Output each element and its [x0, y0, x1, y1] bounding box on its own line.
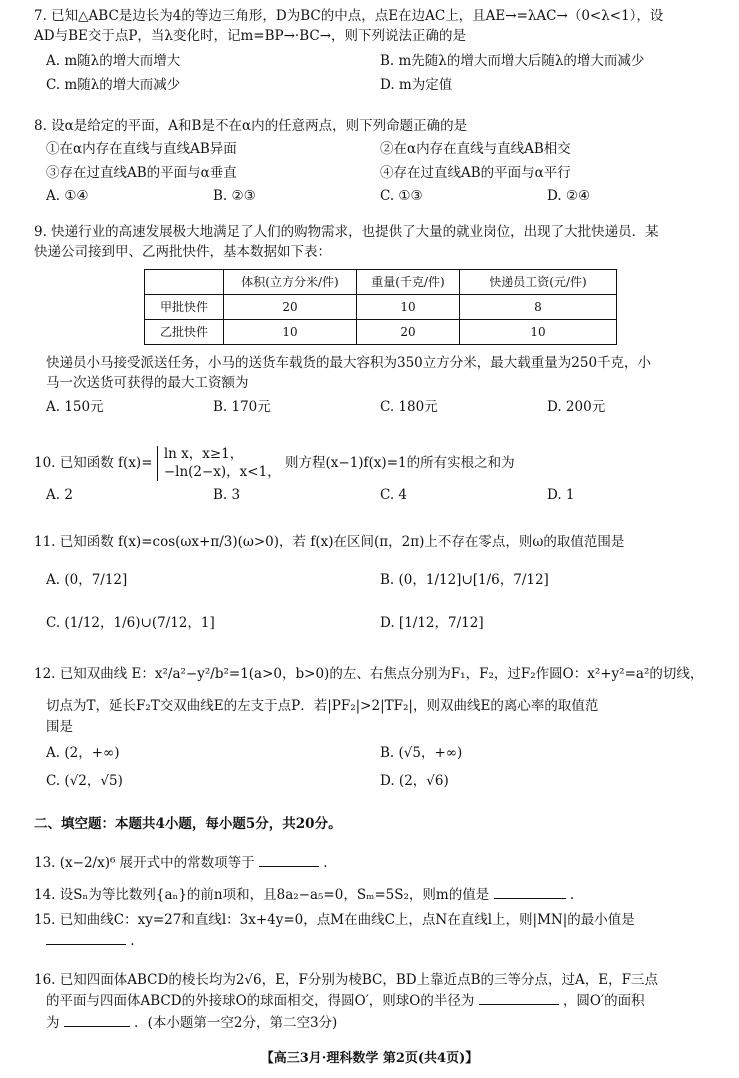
q16-line2 [34, 990, 714, 1011]
q13-text: 13. (x−2/x)⁶ 展开式中的常数项等于 [34, 855, 255, 871]
q11-option-c: C. (1/12，1/6)∪(7/12，1] [46, 614, 215, 631]
q15-line2 [34, 930, 714, 951]
q16-line3b: ．(本小题第一空2分，第二空3分) [134, 1014, 338, 1031]
q10-case1: ln x，x≥1， [163, 446, 244, 462]
q11-options-row2 [34, 613, 714, 633]
q7-options-row1 [34, 51, 714, 71]
question-14 [34, 884, 714, 905]
q11-option-d: D. [1/12，7/12] [380, 614, 484, 631]
q10-line [34, 446, 714, 481]
q10-options [34, 485, 714, 505]
question-10 [34, 446, 714, 505]
table-cell: 10 [224, 319, 357, 344]
q12-option-d: D. (2，√6) [380, 773, 449, 789]
page-footer: 【高三3月·理科数学 第2页(共4页)】 [260, 1051, 479, 1066]
q13-answer-blank [259, 852, 319, 867]
q16-line2b: ，圆O′的面积 [562, 993, 645, 1010]
question-9 [34, 222, 714, 417]
q13-end: . [323, 855, 328, 871]
q10-prefix: 10. 已知函数 f(x)= [34, 455, 153, 472]
table-cell: 10 [357, 294, 460, 319]
table-header-cell: 重量(千克/件) [357, 269, 460, 294]
q15-answer-blank [46, 930, 126, 945]
q8-prop-2: ②在α内存在直线与直线AB相交 [380, 141, 571, 158]
q16-line3a: 为 [46, 1014, 60, 1031]
q11-option-a: A. (0，7/12] [46, 572, 128, 589]
q16-answer-blank-2 [64, 1012, 130, 1027]
question-15 [34, 910, 714, 952]
q14-line [34, 884, 714, 905]
q14-answer-blank [494, 884, 566, 899]
q11-options-row1 [34, 570, 714, 590]
q7-options-row2 [34, 75, 714, 95]
q14-text: 14. 设Sₙ为等比数列{aₙ}的前n项和，且8a₂−a₅=0，Sₘ=5S₂，则m的值是 [34, 887, 490, 903]
q9-line1: 9. 快递行业的高速发展极大地满足了人们的购物需求，也提供了大量的就业岗位，出现了大批快递员．某 [34, 224, 659, 240]
q12-option-c: C. (√2，√5) [46, 773, 123, 789]
q10-case2: −ln(2−x)，x<1， [163, 463, 281, 480]
table-header-row [145, 269, 617, 294]
q9-line3: 快递员小马接受派送任务，小马的送货车载货的最大容积为350立方分米，最大载重量为250千克，小 [46, 354, 652, 371]
q16-line3 [34, 1012, 714, 1033]
q9-data-table [144, 269, 617, 345]
q12-line1: 12. 已知双曲线 E：x²/a²−y²/b²=1(a>0，b>0)的左、右焦点分别为F₁，F₂，过F₂作圆O：x²+y²=a²的切线， [34, 666, 704, 682]
q10-suffix: 则方程(x−1)f(x)=1的所有实根之和为 [285, 455, 515, 472]
q10-option-c: C. 4 [380, 487, 408, 504]
section-2-heading [34, 814, 714, 834]
q14-end: . [569, 887, 575, 903]
q12-line2: 切点为T，延长F₂T交双曲线E的左支于点P．若|PF₂|>2|TF₂|，则双曲线E的离心率的取值范 [46, 698, 599, 715]
q9-options [34, 397, 714, 417]
q7-option-b: B. m先随λ的增大而增大后随λ的增大而减少 [380, 52, 645, 69]
table-header-cell [145, 269, 224, 294]
q8-prop-1: ①在α内存在直线与直线AB异面 [46, 141, 237, 158]
q8-option-a: A. ①④ [46, 187, 89, 204]
q15-line1: 15. 已知曲线C：xy=27和直线l：3x+4y=0，点M在曲线C上，点N在直线l上，则|MN|的最小值是 [34, 912, 635, 928]
table-header-cell: 快递员工资(元/件) [460, 269, 617, 294]
question-12 [34, 664, 714, 791]
table-header-cell: 体积(立方分米/件) [224, 269, 357, 294]
q11-line1: 11. 已知函数 f(x)=cos(ωx+π/3)(ω>0)，若 f(x)在区间(π，2π)上不存在零点，则ω的取值范围是 [34, 534, 625, 550]
q12-options-row1 [34, 743, 714, 763]
q12-options-row2 [34, 771, 714, 791]
q9-line4: 马一次送货可获得的最大工资额为 [46, 374, 249, 391]
q10-piecewise [157, 446, 281, 481]
q10-option-d: D. 1 [547, 487, 575, 504]
question-13 [34, 852, 714, 873]
q8-option-b: B. ②③ [213, 187, 256, 204]
q10-option-a: A. 2 [46, 487, 73, 504]
q13-line [34, 852, 714, 873]
q10-option-b: B. 3 [213, 487, 241, 504]
q8-options [34, 186, 714, 206]
q16-line2a: 的平面与四面体ABCD的外接球O的球面相交，得圆O′，则球O的半径为 [46, 993, 475, 1010]
q12-option-a: A. (2，+∞) [46, 744, 120, 761]
q7-option-a: A. m随λ的增大而增大 [46, 52, 181, 69]
q9-option-a: A. 150元 [46, 399, 104, 415]
table-cell: 乙批快件 [145, 319, 224, 344]
table-cell: 20 [224, 294, 357, 319]
q11-option-b: B. (0，1/12]∪[1/6，7/12] [380, 572, 549, 589]
q7-line1: 7. 已知△ABC是边长为4的等边三角形，D为BC的中点，点E在边AC上，且AE→=λAC→（0<λ<1），设 [34, 8, 664, 24]
question-11 [34, 532, 714, 633]
q9-line2: 快递公司接到甲、乙两批快件，基本数据如下表： [34, 244, 331, 261]
section-2-title: 二、填空题：本题共4小题，每小题5分，共20分。 [34, 816, 342, 832]
q12-option-b: B. (√5，+∞) [380, 744, 463, 761]
q7-line2: AD与BE交于点P，当λ变化时，记m=BP→·BC→，则下列说法正确的是 [34, 28, 467, 45]
q7-option-c: C. m随λ的增大而减少 [46, 76, 181, 93]
table-row [145, 319, 617, 344]
question-7 [34, 6, 714, 95]
q12-line3: 围是 [46, 718, 73, 735]
question-16 [34, 970, 714, 1033]
q8-props-row1 [34, 139, 714, 159]
q9-option-d: D. 200元 [547, 399, 606, 415]
q8-prop-3: ③存在过直线AB的平面与α垂直 [46, 164, 237, 181]
table-cell: 甲批快件 [145, 294, 224, 319]
q16-line1: 16. 已知四面体ABCD的棱长均为2√6，E，F分别为棱BC，BD上靠近点B的三等分点，过A，E，F三点 [34, 972, 658, 988]
q16-answer-blank-1 [479, 990, 559, 1005]
q8-line1: 8. 设α是给定的平面，A和B是不在α内的任意两点，则下列命题正确的是 [34, 118, 468, 134]
q9-option-b: B. 170元 [213, 399, 271, 415]
table-cell: 10 [460, 319, 617, 344]
q8-option-c: C. ①③ [380, 187, 423, 204]
table-row [145, 294, 617, 319]
q8-prop-4: ④存在过直线AB的平面与α平行 [380, 164, 571, 181]
q9-option-c: C. 180元 [380, 399, 438, 415]
question-8 [34, 116, 714, 206]
table-cell: 20 [357, 319, 460, 344]
q8-props-row2 [34, 163, 714, 183]
q15-end: . [130, 933, 135, 950]
q7-option-d: D. m为定值 [380, 76, 453, 93]
q8-option-d: D. ②④ [547, 187, 591, 204]
table-cell: 8 [460, 294, 617, 319]
